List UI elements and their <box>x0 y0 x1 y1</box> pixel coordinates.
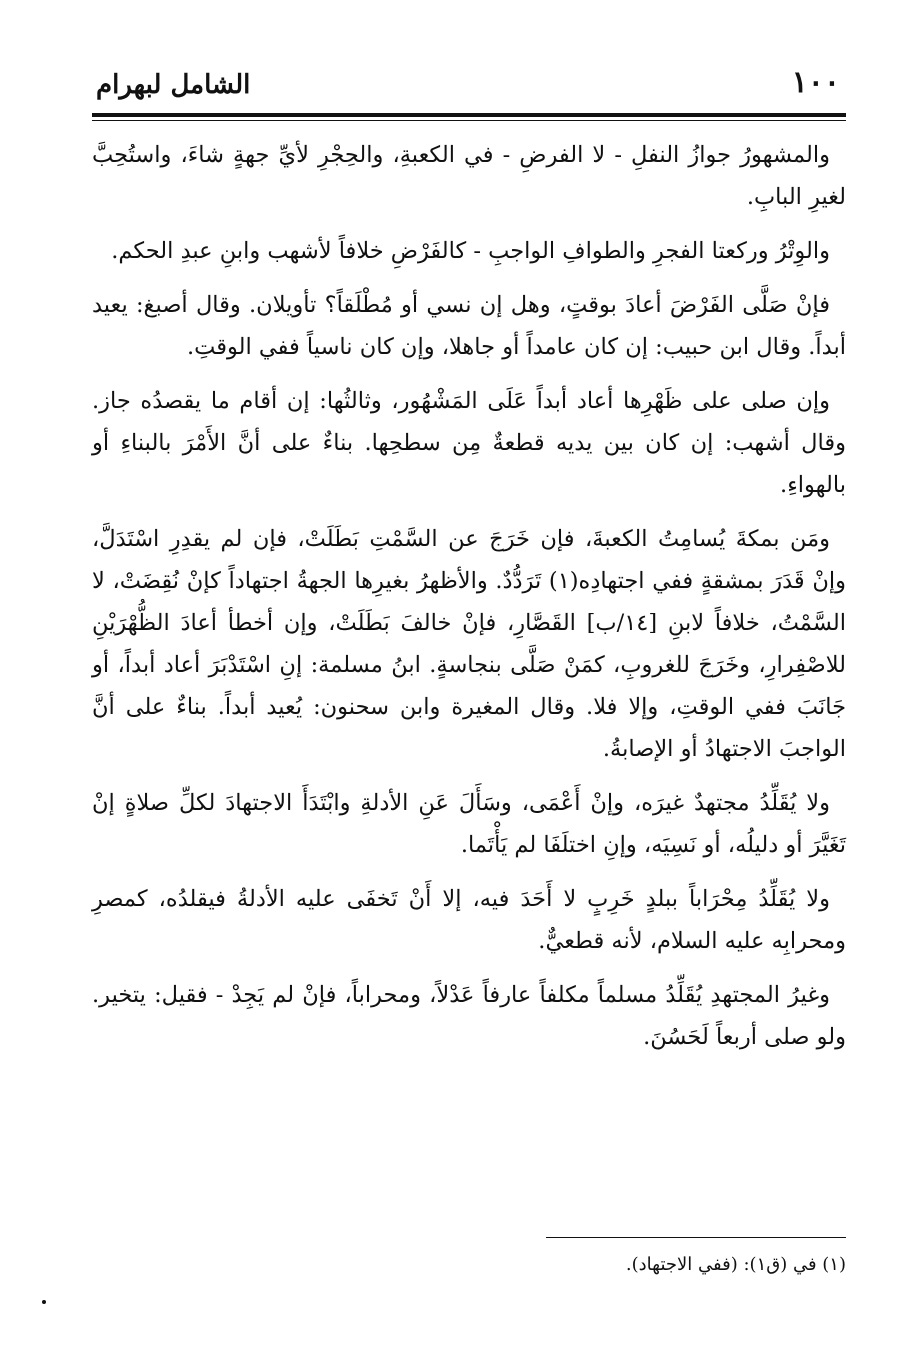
paragraph: وغيرُ المجتهدِ يُقَلِّدُ مسلماً مكلفاً عارفاً عَدْلاً، ومحراباً، فإنْ لم يَجِدْ - فقيل: يتخير. ولو صلى أربعاً لَحَسُنَ. <box>92 982 846 1050</box>
paragraph: والوِتْرُ وركعتا الفجرِ والطوافِ الواجبِ - كالفَرْضِ خلافاً لأشهب وابنِ عبدِ الحكم. <box>111 238 830 264</box>
book-title: الشامل لبهرام <box>96 70 251 100</box>
page-number: ١٠٠ <box>791 65 840 100</box>
paragraph: فإنْ صَلَّى الفَرْضَ أعادَ بوقتٍ، وهل إن نسي أو مُطْلَقاً؟ تأويلان. وقال أصبغ: يعيد أبداً. وقال ابن حبيب: إن كان عامداً أو جاهلا، وإن كان ناسياً ففي الوقتِ. <box>92 292 846 360</box>
book-page <box>92 60 846 1310</box>
header-rule-thick <box>92 113 846 117</box>
running-header <box>92 60 846 118</box>
footnote: (١) في (ق١): (ففي الاجتهاد). <box>625 1254 846 1275</box>
main-text <box>92 134 846 1058</box>
paragraph: ولا يُقَلِّدُ مِحْرَاباً ببلدٍ خَرِبٍ لا أَحَدَ فيه، إلا أَنْ تَخفَى عليه الأدلةُ فيقلدُه، كمصرِ ومحرابِه عليه السلام، لأنه قطعيٌّ. <box>92 886 846 954</box>
paragraph: وإن صلى على ظَهْرِها أعاد أبداً عَلَى المَشْهُور، وثالثُها: إن أقام ما يقصدُه جاز. وقال أشهب: إن كان بين يديه قطعةٌ مِن سطحِها. بناءٌ على أنَّ الأَمْرَ بالبناءِ أو بالهواءِ. <box>92 388 846 498</box>
footnote-separator <box>546 1237 846 1238</box>
header-rule-thin <box>92 120 846 121</box>
paragraph: والمشهورُ جوازُ النفلِ - لا الفرضِ - في الكعبةِ، والحِجْرِ لأيِّ جهةٍ شاءَ، واستُحِبَّ لغيرِ البابِ. <box>92 142 846 210</box>
scan-speck <box>42 1300 46 1304</box>
paragraph: ولا يُقَلِّدُ مجتهدٌ غيرَه، وإنْ أَعْمَى، وسَأَلَ عَنِ الأدلةِ وابْتَدَأَ الاجتهادَ لكلِّ صلاةٍ إنْ تَغَيَّرَ أو دليلُه، أو نَسِيَه، وإنِ اختلَفَا لم يَأْتَما. <box>92 790 846 858</box>
paragraph: ومَن بمكةَ يُسامِتُ الكعبةَ، فإن خَرَجَ عن السَّمْتِ بَطَلَتْ، فإن لم يقدِرِ اسْتَدَلَّ، وإنْ قَدَرَ بمشقةٍ ففي اجتهادِه(١) تَرَدُّدٌ. والأظهرُ بغيرِها الجهةُ اجتهاداً كإنْ نُقِضَتْ، لا السَّمْتُ، خلافاً لابنِ [١٤/ب] القَصَّارِ، فإنْ خالفَ بَطَلَتْ، وإن أخطأ أعادَ الظُّهْرَيْنِ للاصْفِرارِ، وخَرَجَ للغروبِ، كمَنْ صَلَّى بنجاسةٍ. ابنُ مسلمة: إنِ اسْتَدْبَرَ أعاد أبداً، أو جَانَبَ ففي الوقتِ، وإلا فلا. وقال المغيرة وابن سحنون: يُعيد أبداً. بناءٌ على أنَّ الواجبَ الاجتهادُ أو الإصابةُ. <box>92 526 846 762</box>
